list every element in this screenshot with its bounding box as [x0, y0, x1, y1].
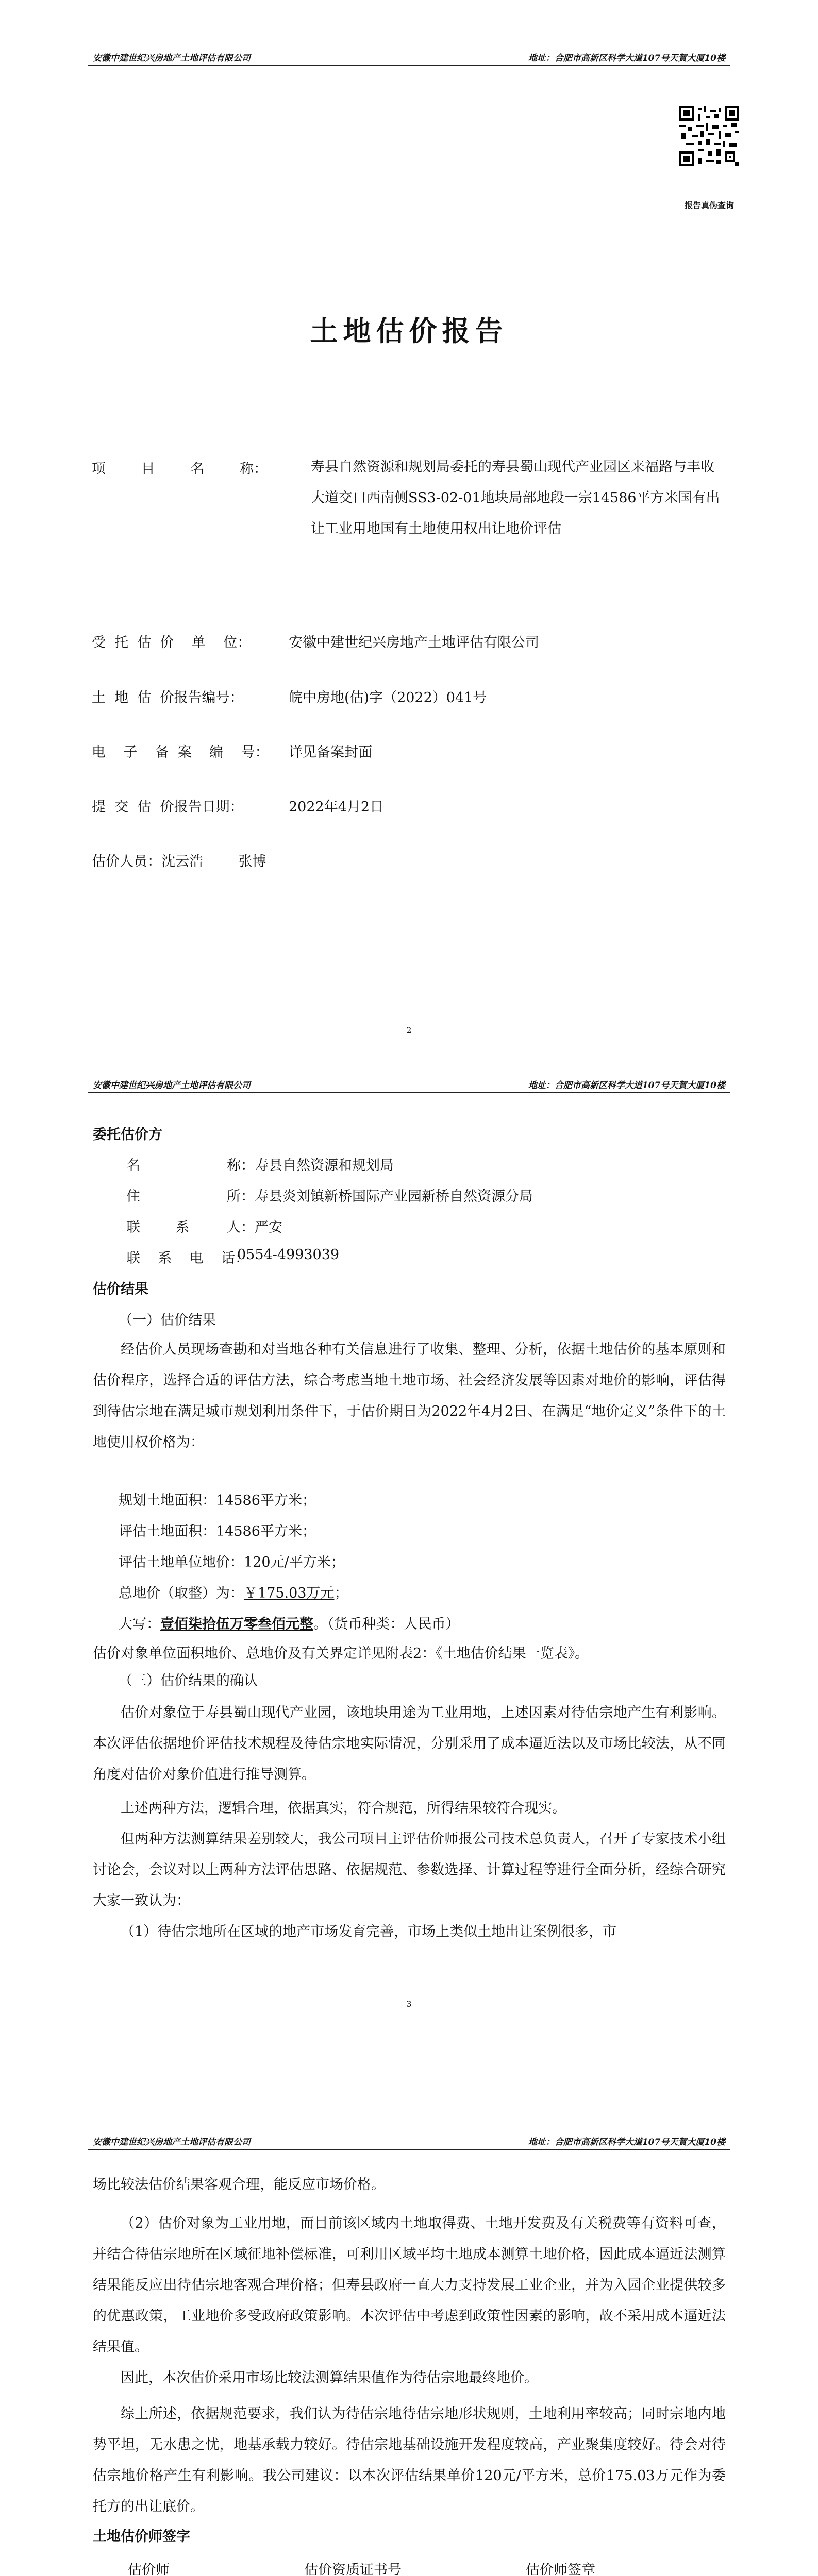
field-label-filing-no: 电 子 备 案 编 号：: [92, 744, 269, 760]
paragraph-conclusion: 因此，本次估价采用市场比较法测算结果值作为待估宗地最终地价。: [121, 2370, 538, 2386]
field-label-submit-date: 提 交 估 价报告日期：: [92, 799, 244, 815]
total-price-suffix: ；: [334, 1585, 348, 1601]
header-address: 地址：合肥市高新区科学大道107号天賀大厦10楼: [528, 53, 725, 63]
field-label-project: 项 目 名 称：: [92, 461, 268, 477]
page-header: [88, 55, 730, 66]
upper-prefix: 大写：: [119, 1616, 160, 1632]
field-value-project: 寿县自然资源和规划局委托的寿县蜀山现代产业园区来福路与丰收大道交口西南侧SS3-02-01地块局部地段一宗14586平方米国有出让工业用地国有土地使用权出让地价评估: [311, 459, 720, 537]
field-value-entrusted-unit: 安徽中建世纪兴房地产土地评估有限公司: [289, 635, 539, 651]
paragraph-methods: 估价对象位于寿县蜀山现代产业园，该地块用途为工业用地，上述因素对待估宗地产生有利影响。本次评估依据地价评估技术规程及待估宗地实际情况，分别采用了成本逼近法以及市场比较法，从不同角度对估价对象价值进行推导测算。: [93, 1705, 726, 1783]
field-label-report-no: 土 地 估 价报告编号：: [92, 690, 244, 706]
sign-header-seal: 估价师签章: [526, 2562, 595, 2576]
paragraph-valuation: 经估价人员现场查勘和对当地各种有关信息进行了收集、整理、分析，依据土地估价的基本原则和估价程序，选择合适的评估方法，综合考虑当地土地市场、社会经济发展等因素对地价的影响，评估得到待估宗地在满足城市规划利用条件下，于估价期日为2022年4月2日、在满足“地价定义”条件下的土地使用权价格为：: [93, 1342, 726, 1450]
client-name-value: 称：寿县自然资源和规划局: [227, 1158, 394, 1174]
sign-header-cert: 估价资质证书号: [304, 2562, 402, 2576]
client-name-label: 名: [126, 1158, 140, 1174]
paragraph-detail-reference: 估价对象单位面积地价、总地价及有关界定详见附表2：《土地估价结果一览表》。: [93, 1646, 589, 1662]
assessed-area: 评估土地面积：14586平方米；: [119, 1523, 316, 1539]
paragraph-point-1: （1）待估宗地所在区域的地产市场发育完善，市场上类似土地出让案例很多，市: [121, 1924, 617, 1940]
signature-section-title: 土地估价师签字: [93, 2529, 190, 2545]
page-number: 2: [406, 1025, 412, 1035]
page-cover: [0, 0, 818, 1051]
report-title: 土地估价报告: [310, 314, 508, 347]
client-contact-value: 人：严安: [227, 1219, 282, 1235]
field-value-report-no: 皖中房地(估)字（2022）041号: [289, 690, 487, 706]
paragraph-expert-review: 但两种方法测算结果差别较大，我公司项目主评估价师报公司技术总负责人，召开了专家技术小组讨论会，会议对以上两种方法评估思路、依据规范、参数选择、计算过程等进行全面分析，经综合研究大家一致认为：: [93, 1831, 726, 1909]
paragraph-summary: 综上所述，依据规范要求，我们认为待估宗地待估宗地形状规则，土地利用率较高；同时宗地内地势平坦，无水患之忧，地基承载力较好。待估宗地基础设施开发程度较高，产业聚集度较好。待会对待估宗地价格产生有利影响。我公司建议：以本次评估结果单价120元/平方米，总价175.03万元作为委托方的出让底价。: [93, 2406, 726, 2515]
total-price-upper-line: [119, 1613, 460, 1633]
page-number: 3: [406, 1999, 412, 2009]
total-price-line: [119, 1582, 348, 1602]
page-result: [0, 1051, 818, 2121]
client-section-title: 委托估价方: [93, 1127, 162, 1143]
qr-caption: 报告真伪查询: [684, 200, 734, 210]
client-address-label: 住: [126, 1189, 140, 1205]
client-phone-label: 联 系 电 话：: [126, 1250, 249, 1266]
client-address-value: 所：寿县炎刘镇新桥国际产业园新桥自然资源分局: [227, 1189, 533, 1205]
unit-price: 评估土地单位地价：120元/平方米；: [119, 1554, 345, 1570]
paragraph-point-1-cont: 场比较法估价结果客观合理，能反应市场价格。: [93, 2177, 385, 2193]
subsection-confirm: （三）估价结果的确认: [119, 1673, 258, 1689]
paragraph-point-2: （2）估价对象为工业用地，而目前该区域内土地取得费、土地开发费及有关税费等有资料可查，并结合待估宗地所在区域征地补偿标准，可利用区域平均土地成本测算土地价格，因此成本逼近法测算结果能反应出待估宗地客观合理价格；但寿县政府一直大力支持发展工业企业，并为入园企业提供较多的优惠政策，工业地价多受政府政策影响。本次评估中考虑到政策性因素的影响，故不采用成本逼近法结果值。: [93, 2215, 726, 2355]
total-price-value: ￥175.03万元: [244, 1585, 335, 1601]
client-phone-value: 0554-4993039: [237, 1247, 340, 1263]
paragraph-logic: 上述两种方法，逻辑合理，依据真实，符合规范，所得结果较符合现实。: [121, 1800, 566, 1816]
planned-area: 规划土地面积：14586平方米；: [119, 1493, 316, 1509]
upper-suffix: 。（货币种类：人民币）: [313, 1616, 460, 1632]
client-contact-label: 联 系: [126, 1219, 190, 1235]
header-address: 地址：合肥市高新区科学大道107号天賀大厦10楼: [528, 1080, 725, 1091]
header-company: 安徽中建世纪兴房地产土地评估有限公司: [93, 1080, 251, 1091]
qr-code-icon[interactable]: [679, 106, 739, 166]
upper-value: 壹佰柒拾伍万零叁佰元整: [160, 1616, 313, 1632]
page-header: [88, 2139, 730, 2150]
header-address: 地址：合肥市高新区科学大道107号天賀大厦10楼: [528, 2137, 725, 2147]
valuers: 估价人员：沈云浩 张博: [92, 854, 266, 870]
total-price-prefix: 总地价（取整）为：: [119, 1585, 244, 1601]
header-company: 安徽中建世纪兴房地产土地评估有限公司: [93, 53, 251, 63]
page-header: [88, 1082, 730, 1093]
field-value-submit-date: 2022年4月2日: [289, 799, 384, 815]
subsection-result: （一）估价结果: [119, 1312, 216, 1328]
header-company: 安徽中建世纪兴房地产土地评估有限公司: [93, 2137, 251, 2147]
page-conclusion: [0, 2121, 818, 2576]
result-section-title: 估价结果: [93, 1281, 148, 1297]
field-value-filing-no: 详见备案封面: [289, 744, 372, 760]
field-label-entrusted-unit: 受 托 估 价 单 位：: [92, 635, 252, 651]
sign-header-valuer: 估价师: [128, 2562, 170, 2576]
